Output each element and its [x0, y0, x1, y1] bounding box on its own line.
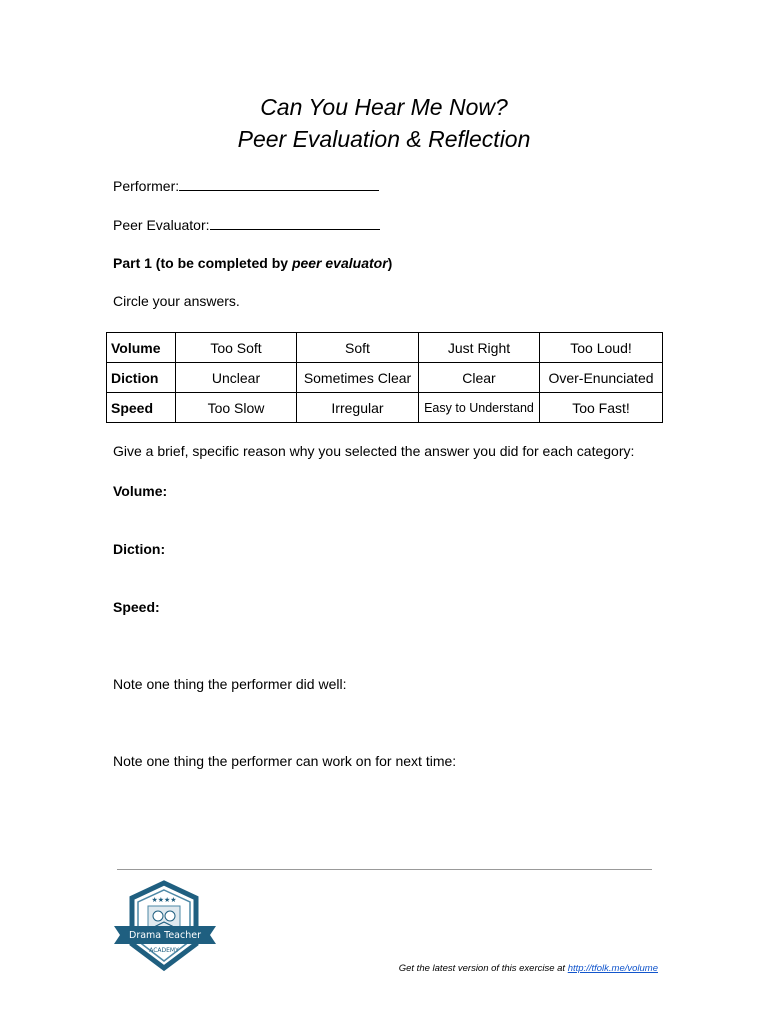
- table-row-diction: [107, 363, 663, 393]
- note-work-on: Note one thing the performer can work on for next time:: [113, 753, 457, 769]
- footer-divider: [117, 869, 652, 870]
- option-cell[interactable]: Too Soft: [176, 333, 297, 363]
- reason-speed-label: Speed:: [113, 599, 160, 615]
- footer-link[interactable]: http://tfolk.me/volume: [567, 963, 658, 974]
- option-cell[interactable]: Sometimes Clear: [297, 363, 419, 393]
- part1-heading: [113, 254, 392, 272]
- logo-text: Drama Teacher: [129, 930, 201, 941]
- performer-label: Performer:: [113, 178, 180, 194]
- peer-evaluator-blank-line[interactable]: [210, 215, 380, 230]
- peer-evaluator-field: [113, 215, 380, 234]
- option-cell[interactable]: Soft: [297, 333, 419, 363]
- svg-text:★★★★: ★★★★: [151, 896, 177, 904]
- part1-heading-italic: peer evaluator: [291, 255, 388, 271]
- option-cell[interactable]: Too Loud!: [540, 333, 663, 363]
- footer-note: [399, 963, 658, 974]
- reason-diction-label: Diction:: [113, 541, 166, 557]
- option-cell[interactable]: Too Slow: [176, 393, 297, 423]
- table-row-speed: [107, 393, 663, 423]
- page-title-line-2: Peer Evaluation & Reflection: [237, 126, 531, 152]
- drama-teacher-academy-logo: [112, 880, 218, 972]
- part1-heading-suffix: ): [387, 255, 393, 271]
- table-row-volume: [107, 333, 663, 363]
- category-speed: Speed: [107, 393, 176, 423]
- option-cell[interactable]: Over-Enunciated: [540, 363, 663, 393]
- page-title-line-1: Can You Hear Me Now?: [260, 94, 508, 120]
- logo-subtext: ACADEMY: [149, 947, 179, 954]
- option-cell[interactable]: Unclear: [176, 363, 297, 393]
- reason-volume-label: Volume:: [113, 483, 168, 499]
- evaluation-table: [106, 332, 663, 423]
- option-cell[interactable]: Easy to Understand: [419, 393, 540, 423]
- note-did-well: Note one thing the performer did well:: [113, 676, 347, 692]
- peer-evaluator-label: Peer Evaluator:: [113, 217, 210, 233]
- option-cell[interactable]: Too Fast!: [540, 393, 663, 423]
- part1-instruction: Circle your answers.: [113, 293, 240, 309]
- category-diction: Diction: [107, 363, 176, 393]
- performer-blank-line[interactable]: [179, 176, 379, 191]
- option-cell[interactable]: Irregular: [297, 393, 419, 423]
- footer-text: Get the latest version of this exercise at: [398, 963, 568, 974]
- option-cell[interactable]: Clear: [419, 363, 540, 393]
- part1-heading-prefix: Part 1 (to be completed by: [113, 255, 292, 271]
- category-volume: Volume: [107, 333, 176, 363]
- option-cell[interactable]: Just Right: [419, 333, 540, 363]
- performer-field: [113, 176, 379, 195]
- reasons-prompt: Give a brief, specific reason why you selected the answer you did for each category:: [113, 443, 635, 459]
